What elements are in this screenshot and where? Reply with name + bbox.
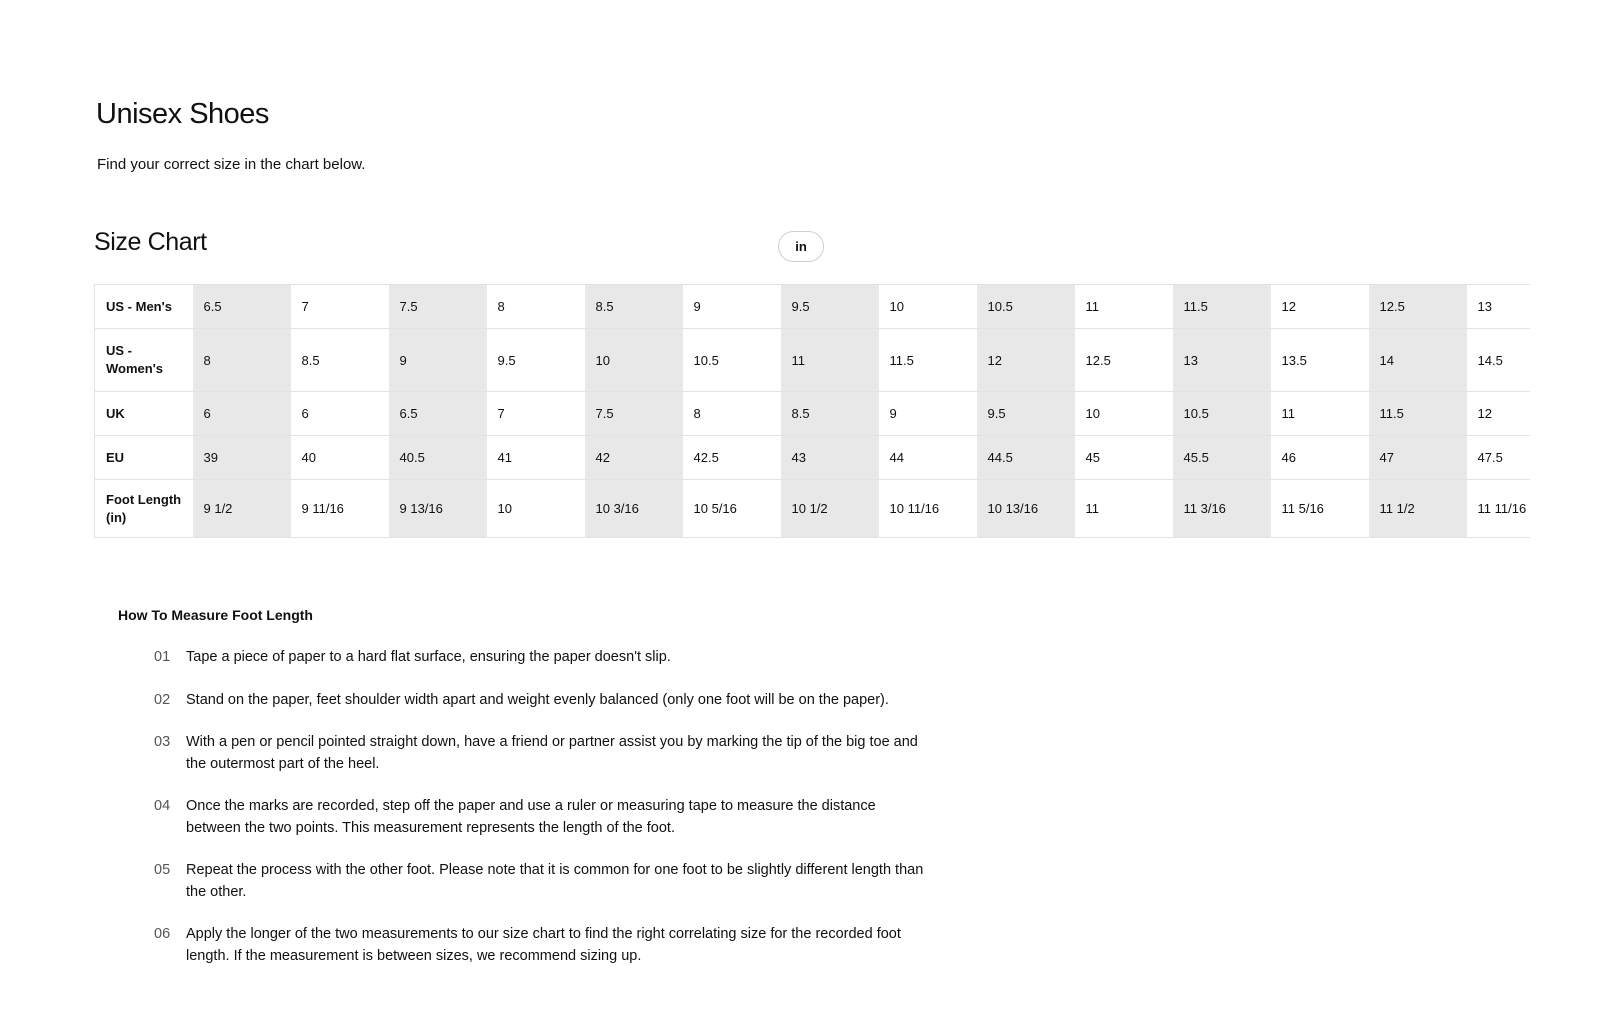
measure-step: [154, 860, 934, 903]
size-chart-cell: 39: [193, 436, 291, 480]
size-chart-cell: 11: [781, 329, 879, 392]
measure-step-text: Apply the longer of the two measurements to our size chart to find the right correlating size for the recorded foot length. If the measurement is between sizes, we recommend sizing up.: [186, 926, 901, 964]
size-chart-cell: 40.5: [389, 436, 487, 480]
size-chart-cell: 14: [1369, 329, 1467, 392]
size-chart-table: [94, 284, 1530, 538]
size-chart-cell: 10.5: [1173, 392, 1271, 436]
size-chart-cell: 11.5: [1369, 392, 1467, 436]
size-chart-cell: 41: [487, 436, 585, 480]
size-chart-cell: 10 1/2: [781, 480, 879, 538]
size-chart-cell: 9: [389, 329, 487, 392]
measure-step-text: Repeat the process with the other foot. Please note that it is common for one foot to be slightly different length than the other.: [186, 862, 924, 900]
size-chart-row: [95, 285, 1531, 329]
page-title: Unisex Shoes: [96, 98, 269, 130]
size-chart-cell: 7.5: [389, 285, 487, 329]
size-chart-cell: 7: [291, 285, 389, 329]
size-chart-title: Size Chart: [94, 228, 207, 256]
size-chart-cell: 9: [879, 392, 977, 436]
size-chart-cell: 9: [683, 285, 781, 329]
size-chart-cell: 10: [487, 480, 585, 538]
size-chart-row: [95, 329, 1531, 392]
measure-step-number: 04: [154, 798, 171, 814]
size-chart-cell: 11 1/2: [1369, 480, 1467, 538]
size-chart-cell: 46: [1271, 436, 1369, 480]
measure-step: [154, 690, 934, 712]
measure-step-text: Tape a piece of paper to a hard flat surface, ensuring the paper doesn't slip.: [186, 649, 671, 665]
size-chart-cell: 11.5: [1173, 285, 1271, 329]
size-chart-cell: 9 13/16: [389, 480, 487, 538]
size-chart-cell: 10 11/16: [879, 480, 977, 538]
size-chart-cell: 10: [585, 329, 683, 392]
size-chart-cell: 7: [487, 392, 585, 436]
size-chart-cell: 12.5: [1075, 329, 1173, 392]
measure-step: [154, 924, 934, 967]
size-chart-cell: 11 5/16: [1271, 480, 1369, 538]
measure-step-text: Once the marks are recorded, step off the paper and use a ruler or measuring tape to measure the distance between the two points. This measurement represents the length of the foot.: [186, 798, 876, 836]
size-chart-cell: 10: [879, 285, 977, 329]
measure-step-number: 06: [154, 926, 171, 942]
size-chart-cell: 42.5: [683, 436, 781, 480]
size-chart-cell: 10.5: [977, 285, 1075, 329]
measure-step: [154, 732, 934, 775]
measure-title: How To Measure Foot Length: [118, 607, 313, 623]
size-chart-cell: 9.5: [487, 329, 585, 392]
size-chart-cell: 45.5: [1173, 436, 1271, 480]
size-chart-cell: 9 11/16: [291, 480, 389, 538]
size-chart-cell: 12: [977, 329, 1075, 392]
size-chart-cell: 11: [1271, 392, 1369, 436]
unit-toggle-button[interactable]: in: [778, 231, 824, 262]
size-chart-cell: 43: [781, 436, 879, 480]
size-chart-row-label: US - Men's: [95, 285, 193, 329]
size-chart-cell: 8: [683, 392, 781, 436]
size-chart-cell: 13.5: [1271, 329, 1369, 392]
measure-step-number: 03: [154, 734, 171, 750]
size-chart-cell: 42: [585, 436, 683, 480]
size-chart-cell: 6: [291, 392, 389, 436]
size-chart-row-label: Foot Length (in): [95, 480, 193, 538]
size-chart-cell: 6: [193, 392, 291, 436]
size-chart-row-label: EU: [95, 436, 193, 480]
size-chart-row: [95, 480, 1531, 538]
size-chart-cell: 12: [1467, 392, 1531, 436]
size-chart-table-container: [94, 284, 1530, 538]
size-chart-cell: 11 3/16: [1173, 480, 1271, 538]
measure-step-number: 01: [154, 649, 171, 665]
size-chart-cell: 40: [291, 436, 389, 480]
size-chart-cell: 14.5: [1467, 329, 1531, 392]
measure-step-text: Stand on the paper, feet shoulder width apart and weight evenly balanced (only one foot will be on the paper).: [186, 691, 889, 708]
size-chart-cell: 47.5: [1467, 436, 1531, 480]
measure-step-text: With a pen or pencil pointed straight down, have a friend or partner assist you by marking the tip of the big toe and the outermost part of the heel.: [186, 734, 918, 772]
size-chart-cell: 9.5: [977, 392, 1075, 436]
size-chart-row-label: US - Women's: [95, 329, 193, 392]
measure-step-number: 05: [154, 862, 171, 878]
size-chart-cell: 10: [1075, 392, 1173, 436]
size-chart-cell: 13: [1467, 285, 1531, 329]
size-chart-cell: 10 13/16: [977, 480, 1075, 538]
size-chart-cell: 45: [1075, 436, 1173, 480]
size-chart-cell: 47: [1369, 436, 1467, 480]
size-chart-cell: 6.5: [193, 285, 291, 329]
size-chart-cell: 11.5: [879, 329, 977, 392]
size-chart-cell: 8.5: [781, 392, 879, 436]
size-chart-cell: 44.5: [977, 436, 1075, 480]
size-chart-cell: 10 3/16: [585, 480, 683, 538]
size-chart-cell: 6.5: [389, 392, 487, 436]
measure-step: [154, 796, 934, 839]
size-chart-cell: 12: [1271, 285, 1369, 329]
size-chart-cell: 8: [193, 329, 291, 392]
size-chart-cell: 44: [879, 436, 977, 480]
size-chart-cell: 8: [487, 285, 585, 329]
measure-steps-list: [154, 647, 934, 988]
measure-step-number: 02: [154, 691, 171, 708]
size-chart-row: [95, 392, 1531, 436]
measure-step: [154, 647, 934, 669]
size-chart-cell: 12.5: [1369, 285, 1467, 329]
size-chart-row: [95, 436, 1531, 480]
size-chart-cell: 9 1/2: [193, 480, 291, 538]
size-chart-cell: 13: [1173, 329, 1271, 392]
size-chart-cell: 10.5: [683, 329, 781, 392]
size-chart-cell: 8.5: [585, 285, 683, 329]
size-chart-cell: 7.5: [585, 392, 683, 436]
size-chart-cell: 11: [1075, 480, 1173, 538]
size-chart-cell: 8.5: [291, 329, 389, 392]
size-chart-cell: 11 11/16: [1467, 480, 1531, 538]
size-chart-row-label: UK: [95, 392, 193, 436]
size-chart-cell: 11: [1075, 285, 1173, 329]
page-subtitle: Find your correct size in the chart below.: [97, 156, 366, 173]
size-chart-cell: 9.5: [781, 285, 879, 329]
size-chart-cell: 10 5/16: [683, 480, 781, 538]
